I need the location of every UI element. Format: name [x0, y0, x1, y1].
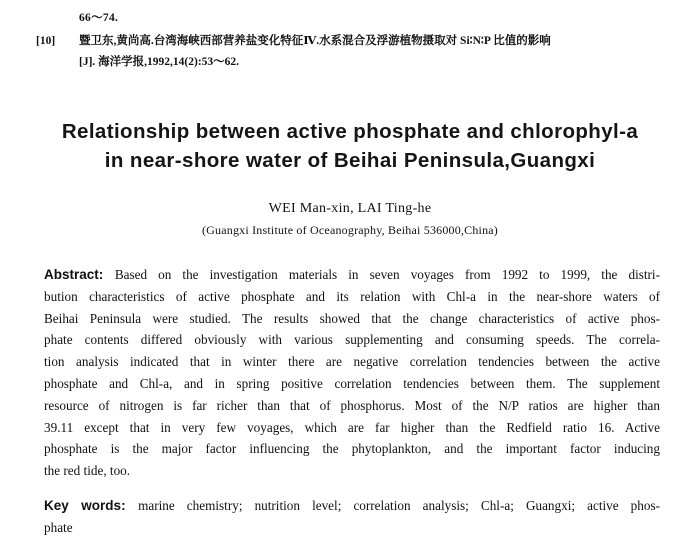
- reference-text-1: 暨卫东,黄尚高.台湾海峡西部营养盐变化特征Ⅳ.水系混合及浮游植物摄取对 Si∶N∶P 比值的影响: [79, 35, 551, 47]
- reference-entry: [36, 31, 676, 73]
- keywords-line: phate: [44, 519, 73, 535]
- abstract-line: resource of nitrogen is far richer than that of phosphorus. Most of the N/P ratios are higher than: [44, 397, 660, 413]
- abstract-line: the red tide, too.: [44, 463, 131, 479]
- abstract-text: Based on the investigation materials in seven voyages from 1992 to 1999, the distri-: [114, 267, 660, 282]
- keywords-text: marine chemistry; nutrition level; correlation analysis; Chl-a; Guangxi; active phos-: [138, 498, 660, 513]
- abstract-line: phate contents differed obviously with various supplementing and consuming speeds. The correla-: [44, 332, 660, 348]
- paper-title-line-1: Relationship between active phosphate and chlorophyl-a: [61, 120, 639, 143]
- reference-continuation: 66～74.: [79, 12, 119, 24]
- authors: WEI Man-xin, LAI Ting-he: [268, 201, 432, 216]
- keywords-label: Key words: [44, 498, 122, 513]
- abstract-line: Beihai Peninsula were studied. The results showed that the change characteristics of active phos-: [44, 310, 660, 326]
- paper-title: [0, 117, 700, 175]
- paper-title-line-2: in near-shore water of Beihai Peninsula,Guangxi: [104, 149, 596, 172]
- reference-line-1: [36, 31, 676, 52]
- abstract-label: Abstract: [44, 267, 99, 282]
- abstract-line: phosphate and Chl-a, and in spring positive correlation tendencies between them. The supplement: [44, 375, 660, 391]
- keywords-line: [44, 495, 660, 517]
- keywords: [44, 495, 660, 539]
- abstract-line: phosphate is the major factor influencing the phytoplankton, and the important factor inducing: [44, 441, 660, 457]
- reference-line-2: [J]. 海洋学报,1992,14(2):53～62.: [79, 56, 240, 68]
- abstract-line: bution characteristics of active phosphate and its relation with Chl-a in the near-shore waters of: [44, 288, 660, 304]
- abstract: [44, 264, 660, 482]
- keywords-separator: :: [121, 498, 139, 513]
- abstract-line: [44, 264, 660, 286]
- reference-number: [10]: [36, 35, 56, 47]
- affiliation: (Guangxi Institute of Oceanography, Beihai 536000,China): [201, 223, 499, 237]
- abstract-line: tion analysis indicated that in winter there are negative correlation tendencies between the active: [44, 354, 660, 370]
- abstract-separator: :: [98, 267, 115, 282]
- abstract-line: 39.11 except that in very few voyages, which are far higher than the Redfield ratio 16. Active: [44, 419, 660, 435]
